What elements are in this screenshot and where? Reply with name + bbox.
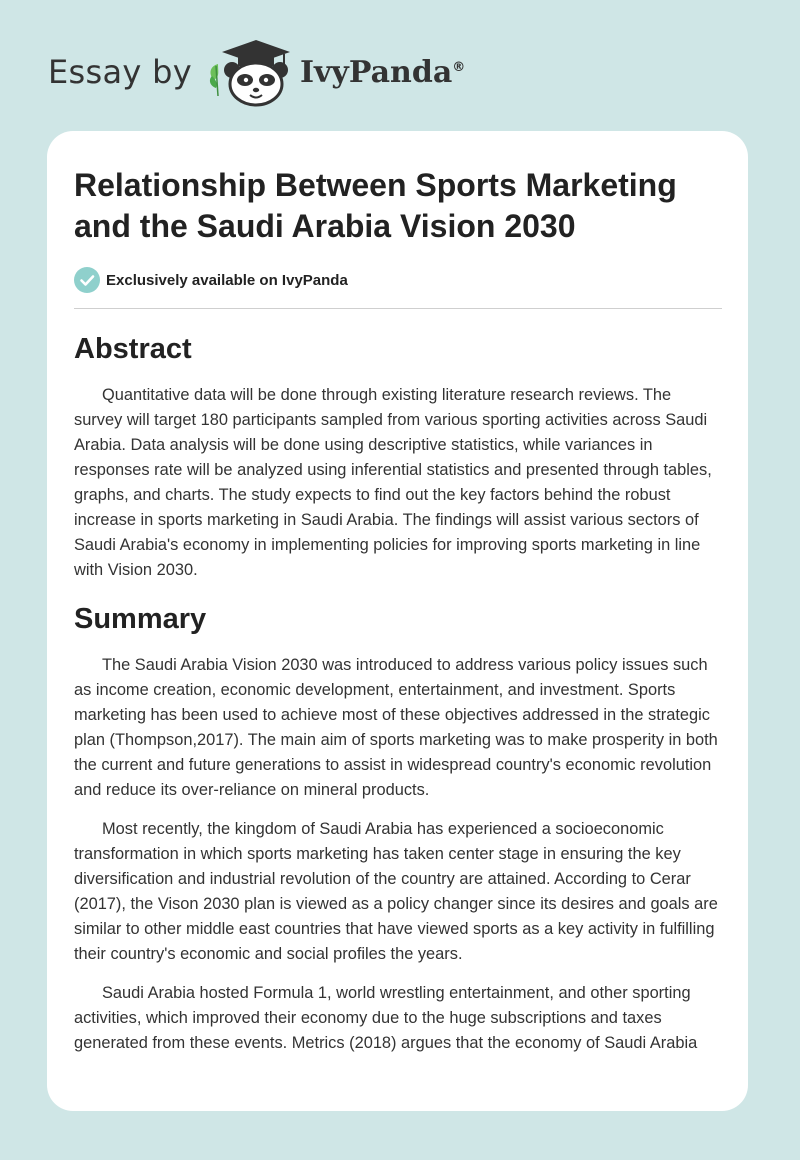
- summary-paragraph: Most recently, the kingdom of Saudi Arabia has experienced a socioeconomic transformation in which sports marketing has taken center stage in ensuring the key diversification and industrial revolution of the country are attained. According to Cerar (2017), the Vison 2030 plan is viewed as a policy changer since its desires and goals are similar to other middle east countries that have viewed sports as a key activity in fulfilling their country's economic and social profiles the years.: [74, 820, 718, 963]
- exclusive-badge-label: Exclusively available on IvyPanda: [106, 271, 348, 289]
- summary-paragraph: The Saudi Arabia Vision 2030 was introduced to address various policy issues such as income creation, economic development, entertainment, and investment. Sports marketing has been used to achieve most of these objectives addressed in the strategic plan (Thompson,2017). The main aim of sports marketing was to make prosperity in both the current and future generations to assist in widespread country's economic revolution and reduce its over-reliance on mineral products.: [74, 656, 718, 799]
- summary-paragraph: Saudi Arabia hosted Formula 1, world wrestling entertainment, and other sporting activities, which improved their economy due to the huge subscriptions and taxes generated from these events. Metrics (2018) argues that the economy of Saudi Arabia: [74, 984, 698, 1052]
- article-title: Relationship Between Sports Marketing and the Saudi Arabia Vision 2030: [74, 167, 677, 244]
- exclusive-badge: [74, 267, 722, 293]
- site-header: [48, 36, 465, 108]
- article-card: [47, 131, 748, 1111]
- section-heading-summary: Summary: [74, 603, 207, 635]
- section-heading-abstract: Abstract: [74, 333, 192, 365]
- essay-by-label: Essay by: [48, 53, 192, 91]
- title-divider: [74, 308, 722, 309]
- brand-name[interactable]: IvyPanda®: [299, 54, 466, 90]
- registered-mark: ®: [452, 59, 466, 75]
- panda-graduate-logo-icon[interactable]: [204, 36, 296, 108]
- check-circle-icon: [74, 267, 100, 293]
- abstract-paragraph: Quantitative data will be done through existing literature research reviews. The survey will target 180 participants sampled from various sporting activities across Saudi Arabia. Data analysis will be done using descriptive statistics, while variances in responses rate will be analyzed using inferential statistics and presented through tables, graphs, and charts. The study expects to find out the key factors behind the robust increase in sports marketing in Saudi Arabia. The findings will assist various sectors of Saudi Arabia's economy in implementing policies for improving sports marketing in line with Vision 2030.: [74, 386, 712, 579]
